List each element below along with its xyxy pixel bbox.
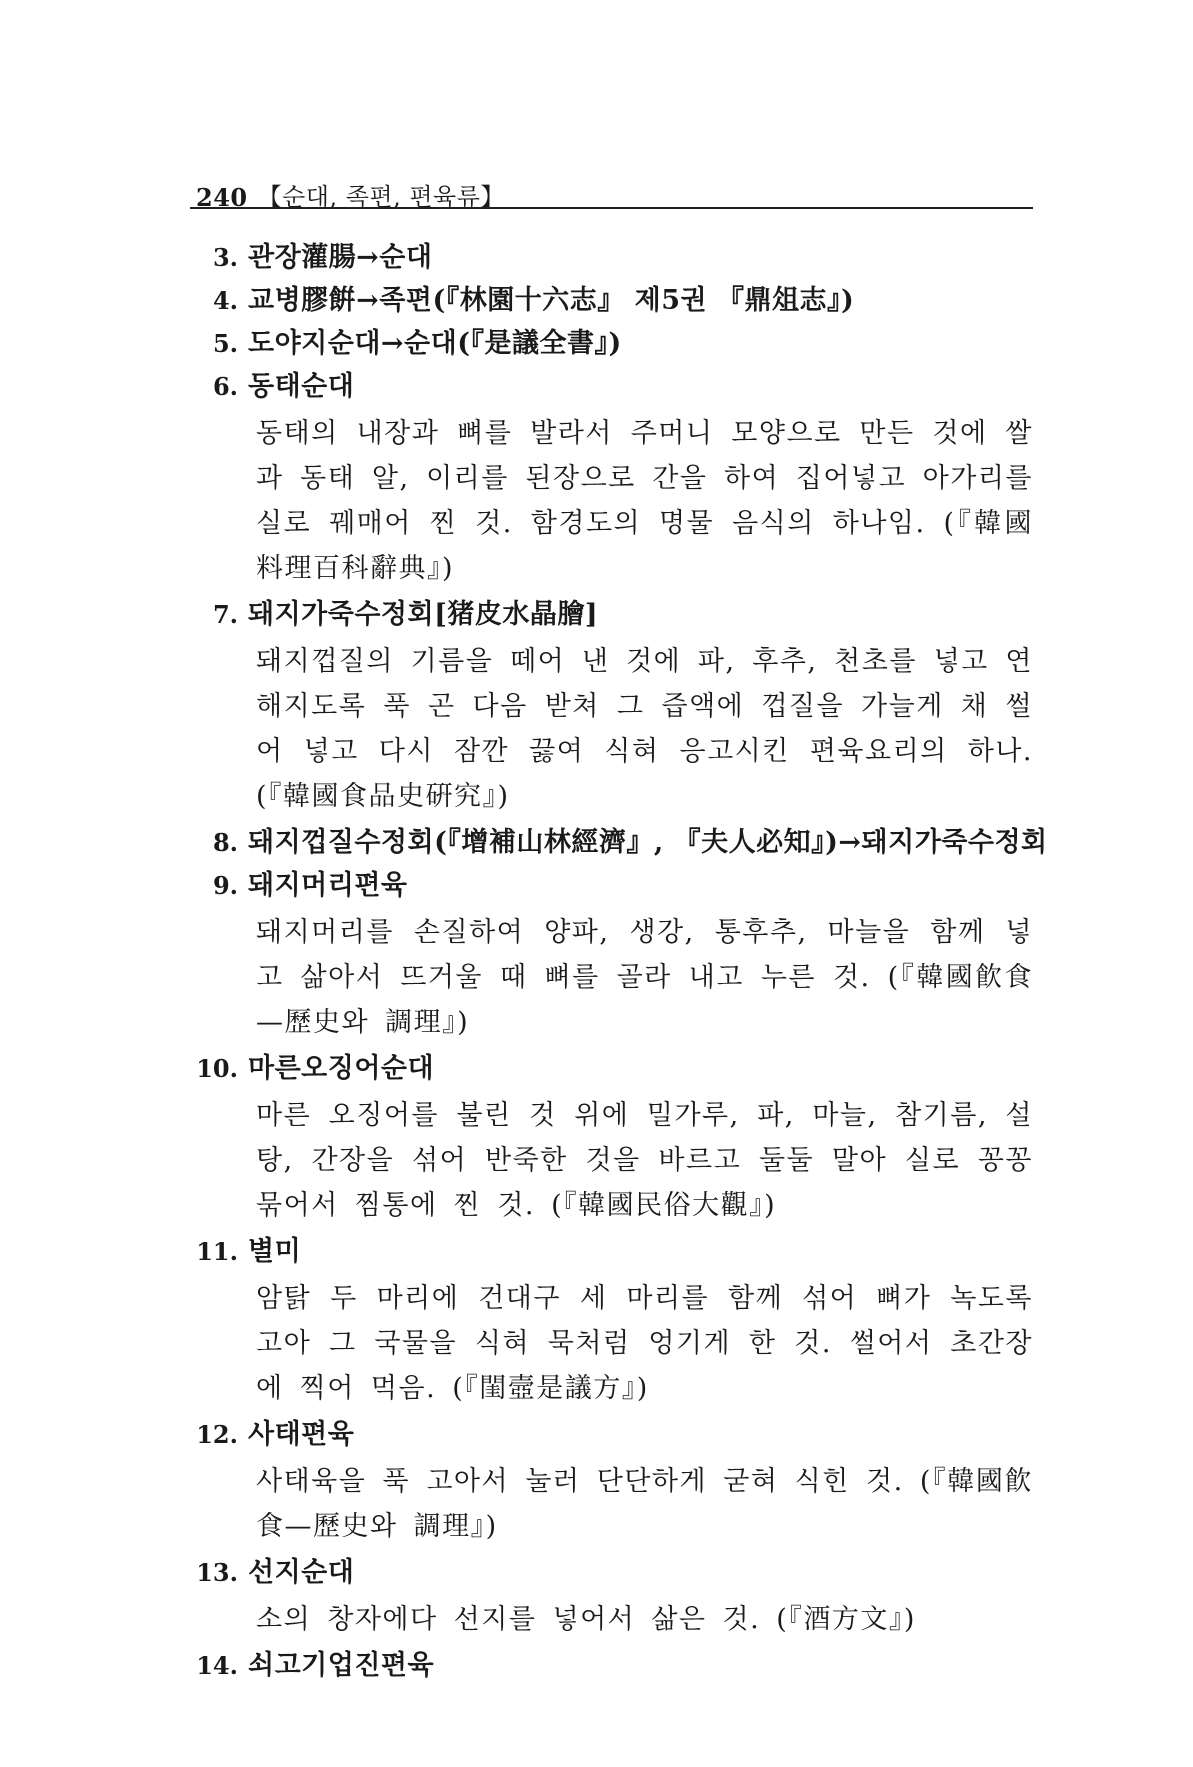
entry-description: 마른 오징어를 불린 것 위에 밀가루, 파, 마늘, 참기름, 설탕, 간장을 섞어 반죽한 것을 바르고 둘둘 말아 실로 꽁꽁 묶어서 찜통에 찐 것. (『韓國民俗大觀』): [256, 1100, 1033, 1221]
header-rule: [190, 207, 1033, 209]
entry-heading: 돼지머리편육: [248, 870, 408, 901]
entry-number: 5.: [212, 329, 238, 358]
entry-description: 암탉 두 마리에 건대구 세 마리를 함께 섞어 뼈가 녹도록 고아 그 국물을 식혀 묵처럼 엉기게 한 것. 썰어서 초간장에 찍어 먹음. (『閨壼是議方』): [256, 1283, 1033, 1404]
entry-number: 11.: [196, 1237, 238, 1266]
entry-number: 12.: [196, 1420, 238, 1449]
entry-number: 14.: [196, 1651, 238, 1680]
entry-3: [190, 236, 1033, 279]
entry-12: [190, 1413, 1033, 1549]
entry-5: [190, 322, 1033, 365]
entry-description: 동태의 내장과 뼈를 발라서 주머니 모양으로 만든 것에 쌀과 동태 알, 이리를 된장으로 간을 하여 집어넣고 아가리를 실로 꿰매어 찐 것. 함경도의 명물 음식의 하나임. (『韓國料理百科辭典』): [256, 418, 1033, 584]
entry-4: [190, 279, 1033, 322]
entry-number: 6.: [212, 372, 238, 401]
entry-number: 7.: [212, 600, 238, 629]
running-head: [196, 168, 1026, 212]
entry-number: 13.: [196, 1558, 238, 1587]
entry-10: [190, 1047, 1033, 1228]
entry-number: 4.: [212, 286, 238, 315]
entry-heading: 관장灌腸→순대: [248, 242, 433, 273]
entry-description: 소의 창자에다 선지를 넣어서 삶은 것. (『酒方文』): [256, 1604, 916, 1635]
entry-7: [190, 593, 1033, 819]
entry-6: [190, 365, 1033, 591]
entry-number: 8.: [212, 828, 238, 857]
entry-heading: 선지순대: [248, 1557, 355, 1588]
entry-heading: 돼지껍질수정회(『增補山林經濟』, 『夫人必知』)→돼지가죽수정회: [248, 827, 1048, 858]
entry-heading: 마른오징어순대: [248, 1053, 435, 1084]
entry-heading: 쇠고기업진편육: [248, 1650, 435, 1681]
entry-list: [190, 236, 1048, 1687]
page-number: 240: [196, 183, 248, 212]
section-title: 【순대, 족편, 편육류】: [257, 183, 505, 211]
entry-heading: 교병膠餠→족편(『林園十六志』 제5권 『鼎俎志』): [248, 285, 855, 316]
entry-description: 돼지머리를 손질하여 양파, 생강, 통후추, 마늘을 함께 넣고 삶아서 뜨거울 때 뼈를 골라 내고 누른 것. (『韓國飮食—歷史와 調理』): [256, 917, 1033, 1038]
entry-8: [190, 821, 1048, 864]
entry-9: [190, 864, 1033, 1045]
entry-14: [190, 1644, 1033, 1687]
entry-number: 3.: [212, 243, 238, 272]
entry-description: 사태육을 푹 고아서 눌러 단단하게 굳혀 식힌 것. (『韓國飮食—歷史와 調理』): [256, 1466, 1033, 1542]
entry-13: [190, 1551, 1033, 1642]
entry-11: [190, 1230, 1033, 1411]
entry-number: 9.: [212, 871, 238, 900]
entry-heading: 돼지가죽수정회[猪皮水晶膾]: [248, 599, 599, 630]
entry-description: 돼지껍질의 기름을 떼어 낸 것에 파, 후추, 천초를 넣고 연해지도록 푹 곤 다음 받쳐 그 즙액에 껍질을 가늘게 채 썰어 넣고 다시 잠깐 끓여 식혀 응고시킨 편육요리의 하나. (『韓國食品史硏究』): [256, 646, 1033, 812]
entry-number: 10.: [196, 1054, 238, 1083]
entry-heading: 동태순대: [248, 371, 355, 402]
entry-heading: 사태편육: [248, 1419, 355, 1450]
entry-heading: 도야지순대→순대(『是議全書』): [248, 328, 622, 359]
entry-heading: 별미: [248, 1236, 302, 1267]
